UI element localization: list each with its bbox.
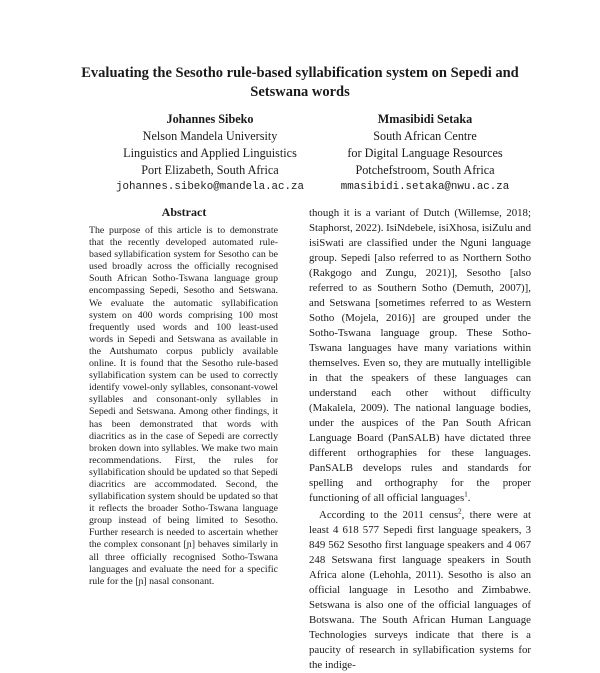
author-affiliation-line: Linguistics and Applied Linguistics (123, 146, 297, 160)
paragraph-text-end: . (467, 492, 471, 504)
author-affiliation-line: Nelson Mandela University (142, 129, 278, 143)
author-block-1 (85, 111, 335, 196)
author-email: mmasibidi.setaka@nwu.ac.za (340, 181, 510, 193)
body-column-right (309, 206, 531, 673)
author-name: Mmasibidi Setaka (377, 112, 473, 126)
footnote-marker: 2 (458, 507, 462, 516)
footnote-marker: 1 (464, 490, 468, 499)
paper-title: Evaluating the Sesotho rule-based syllabification system on Sepedi and Setswana words (81, 65, 519, 100)
author-name: Johannes Sibeko (166, 112, 254, 126)
author-block-2 (300, 111, 550, 196)
author-affiliation-line: South African Centre (373, 129, 477, 143)
abstract-text: The purpose of this article is to demonstrate that the recently developed automated rule-based syllabification system for Sesotho can be used broadly across the officially recognised South African Sotho-Tswana language group encompassing Sepedi, Sesotho and Setswana. We evaluate the automatic syllabification system on 400 words comprising 100 most frequently used words and 100 least-used words in Sepedi and Setswana as available in the Autshumato corpus publicly available online. It is found that the Sesotho rule-based syllabification system can be used to correctly identify vowel-only syllables, consonant-vowel syllables and consonant-only syllables in Sepedi and Setswana. Among other findings, it has been demonstrated that words with diacritics as in the case of Sepedi are correctly broken down into syllables. We make two main recommendations. First, the rules for syllabification should be updated so that Sepedi diacritics are accommodated. Second, the syllabification system should be updated so that it reflects the broader Sotho-Tswana language group instead of being limited to Sesotho. Further research is needed to ascertain whether the complex consonant [ɲ] behaves similarly in all three officially recognised Sotho-Tswana languages and evaluate the need for a specific rule for the [ɲ] nasal consonant. (89, 225, 278, 587)
author-affiliation-line: Port Elizabeth, South Africa (141, 163, 279, 177)
body-paragraph (309, 206, 531, 506)
author-affiliation-line: Potchefstroom, South Africa (355, 163, 495, 177)
body-paragraph (309, 508, 531, 673)
paragraph-text: , there were at least 4 618 577 Sepedi first language speakers, 3 849 562 Sesotho first language speakers and 4 067 248 Setswana first language speakers in South Africa alone (Lehohla, 2011). Sesotho is also an official language in Lesotho and Zimbabwe. Setswana is also one of the official languages of Botswana. The South African Human Language Technologies surveys indicate that there is a paucity of research in syllabification systems for the indige- (309, 509, 531, 671)
paragraph-text: though it is a variant of Dutch (Willemse, 2018; Staphorst, 2022). IsiNdebele, isiXhosa, isiZulu and isiSwati are classified under the Nguni language group. Sepedi [also referred to as Northern Sotho (Rakgogo and Zungu, 2021)], Sesotho [also referred to as Southern Sotho (Demuth, 2007)], and Setswana [sometimes referred to as Western Sotho (Mojela, 2016)] are grouped under the Sotho-Tswana language group. These Sotho-Tswana languages have many variations within themselves. Even so, they are mutually intelligible in that the speakers of these languages can understand each other without difficulty (Makalela, 2009). The national language bodies, under the auspices of the Pan South African Language Board (PanSALB) have dictated three different orthographies for these languages. PanSALB develops rules and standards for spelling and orthography for the proper functioning of all official languages (309, 207, 531, 504)
author-affiliation-line: for Digital Language Resources (347, 146, 503, 160)
author-email: johannes.sibeko@mandela.ac.za (116, 181, 304, 193)
paragraph-text-start: According to the 2011 census (319, 509, 459, 521)
abstract-heading: Abstract (161, 205, 207, 219)
